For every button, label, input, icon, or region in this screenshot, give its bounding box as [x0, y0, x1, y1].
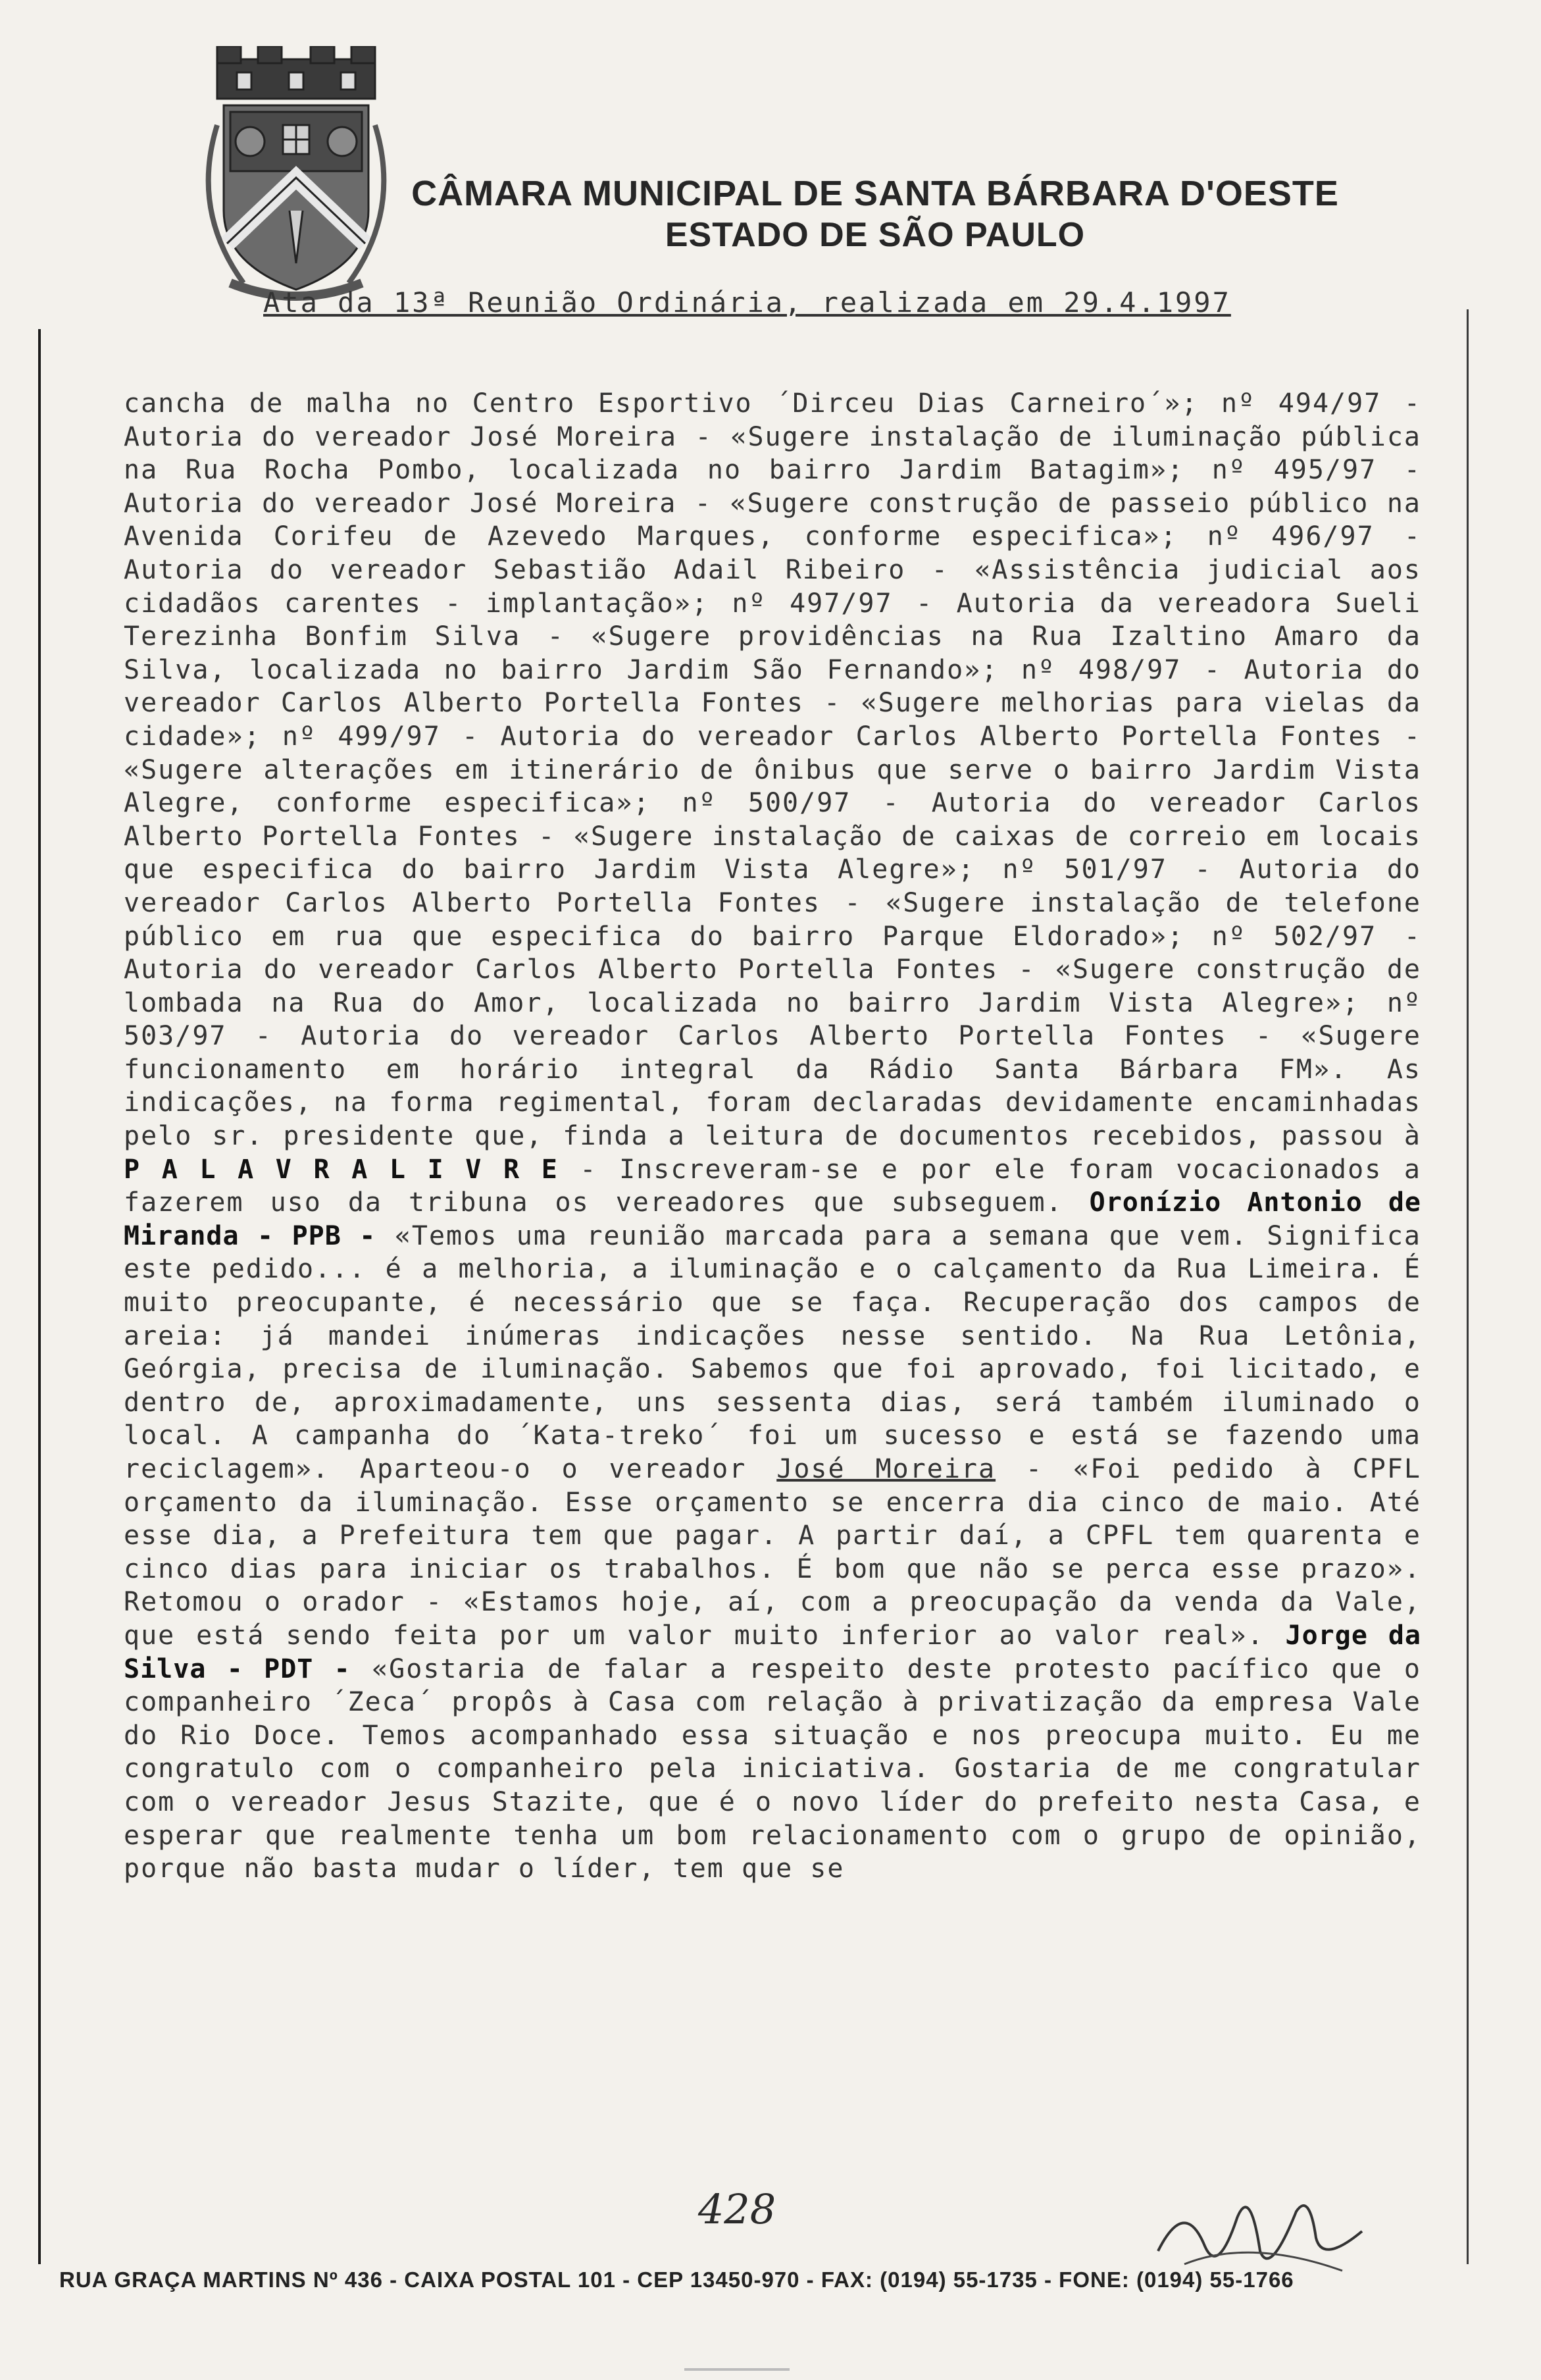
document-header	[395, 172, 1355, 255]
right-border-line	[1467, 309, 1469, 2264]
body-paragraph-2: - Inscreveram-se e por ele foram vocacionados a fazerem uso da tribuna os vereadores que subseguem.	[124, 1154, 1422, 1218]
body-paragraph-3: «Temos uma reunião marcada para a semana que vem. Significa este pedido... é a melhoria, a iluminação e o calçamento da Rua Limeira. É muito preocupante, é necessário que se faça. Recuperação dos campos de areia: já mandei inúmeras indicações nesse sentido. Na Rua Letônia, Geórgia, precisa de iluminação. Sabemos que foi aprovado, foi licitado, e dentro de, aproximadamente, uns sessenta dias, será também iluminado o local. A campanha do ´Kata-treko´ foi um sucesso e está se fazendo uma reciclagem». Aparteou-o o vereador	[124, 1220, 1422, 1484]
body-paragraph-1: cancha de malha no Centro Esportivo ´Dirceu Dias Carneiro´»; nº 494/97 - Autoria do vereador José Moreira - «Sugere instalação de iluminação pública na Rua Rocha Pombo, localizada no bairro Jardim Batagim»; nº 495/97 - Autoria do vereador José Moreira - «Sugere construção de passeio público na Avenida Corifeu de Azevedo Marques, conforme especifica»; nº 496/97 - Autoria do vereador Sebastião Adail Ribeiro - «Assistência judicial aos cidadãos carentes - implantação»; nº 497/97 - Autoria da vereadora Sueli Terezinha Bonfim Silva - «Sugere providências na Rua Izaltino Amaro da Silva, localizada no bairro Jardim São Fernando»; nº 498/97 - Autoria do vereador Carlos Alberto Portella Fontes - «Sugere melhorias para vielas da cidade»; nº 499/97 - Autoria do vereador Carlos Alberto Portella Fontes - «Sugere alterações em itinerário de ônibus que serve o bairro Jardim Vista Alegre, conforme especifica»; nº 500/97 - Autoria do vereador Carlos Alberto Portella Fontes - «Sugere instalação de caixas de correio em locais que especifica do bairro Jardim Vista Alegre»; nº 501/97 - Autoria do vereador Carlos Alberto Portella Fontes - «Sugere instalação de telefone público em rua que especifica do bairro Parque Eldorado»; nº 502/97 - Autoria do vereador Carlos Alberto Portella Fontes - «Sugere construção de lombada na Rua do Amor, localizada no bairro Jardim Vista Alegre»; nº 503/97 - Autoria do vereador Carlos Alberto Portella Fontes - «Sugere funcionamento em horário integral da Rádio Santa Bárbara FM». As indicações, na forma regimental, foram declaradas devidamente encaminhadas pelo sr. presidente que, finda a leitura de documentos recebidos, passou à	[124, 388, 1421, 1152]
institution-name: CÂMARA MUNICIPAL DE SANTA BÁRBARA D'OESTE	[411, 174, 1339, 213]
speaker-name: Oronízio Antonio de Miranda - PPB -	[124, 1187, 1422, 1251]
speaker-name: Jorge da Silva - PDT -	[124, 1620, 1422, 1684]
footer-address: RUA GRAÇA MARTINS Nº 436 - CAIXA POSTAL 101 - CEP 13450-970 - FAX: (0194) 55-1735 - FONE: (0194) 55-1766	[59, 2267, 1294, 2292]
palavra-livre-heading: P A L A V R A L I V R E	[124, 1154, 558, 1185]
minutes-title: Ata da 13ª Reunião Ordinária, realizada em 29.4.1997	[263, 286, 1231, 319]
handwritten-page-number: 428	[697, 2185, 776, 2233]
left-border-line	[38, 329, 41, 2264]
body-paragraph-5: «Gostaria de falar a respeito deste protesto pacífico que o companheiro ´Zeca´ propôs à Casa com relação à privatização da empresa Vale do Rio Doce. Temos acompanhado essa situação e nos preocupa muito. Eu me congratulo com o companheiro pela iniciativa. Gostaria de me congratular com o vereador Jesus Stazite, que é o novo líder do prefeito nesta Casa, e esperar que realmente tenha um bom relacionamento com o grupo de opinião, porque não basta mudar o líder, tem que se	[124, 1653, 1421, 1884]
body-paragraph-4: - «Foi pedido à CPFL orçamento da iluminação. Esse orçamento se encerra dia cinco de maio. Até esse dia, a Prefeitura tem que pagar. A partir daí, a CPFL tem quarenta e cinco dias para iniciar os trabalhos. É bom que não se perca esse prazo». Retomou o orador - «Estamos hoje, aí, com a preocupação da venda da Vale, que está sendo feita por um valor muito inferior ao valor real».	[124, 1454, 1421, 1651]
municipal-coat-of-arms-icon	[191, 46, 401, 309]
minutes-body	[124, 387, 1421, 1886]
state-name: ESTADO DE SÃO PAULO	[665, 216, 1086, 254]
aparte-vereador-name: José Moreira	[776, 1454, 996, 1484]
bottom-divider	[684, 2368, 790, 2371]
